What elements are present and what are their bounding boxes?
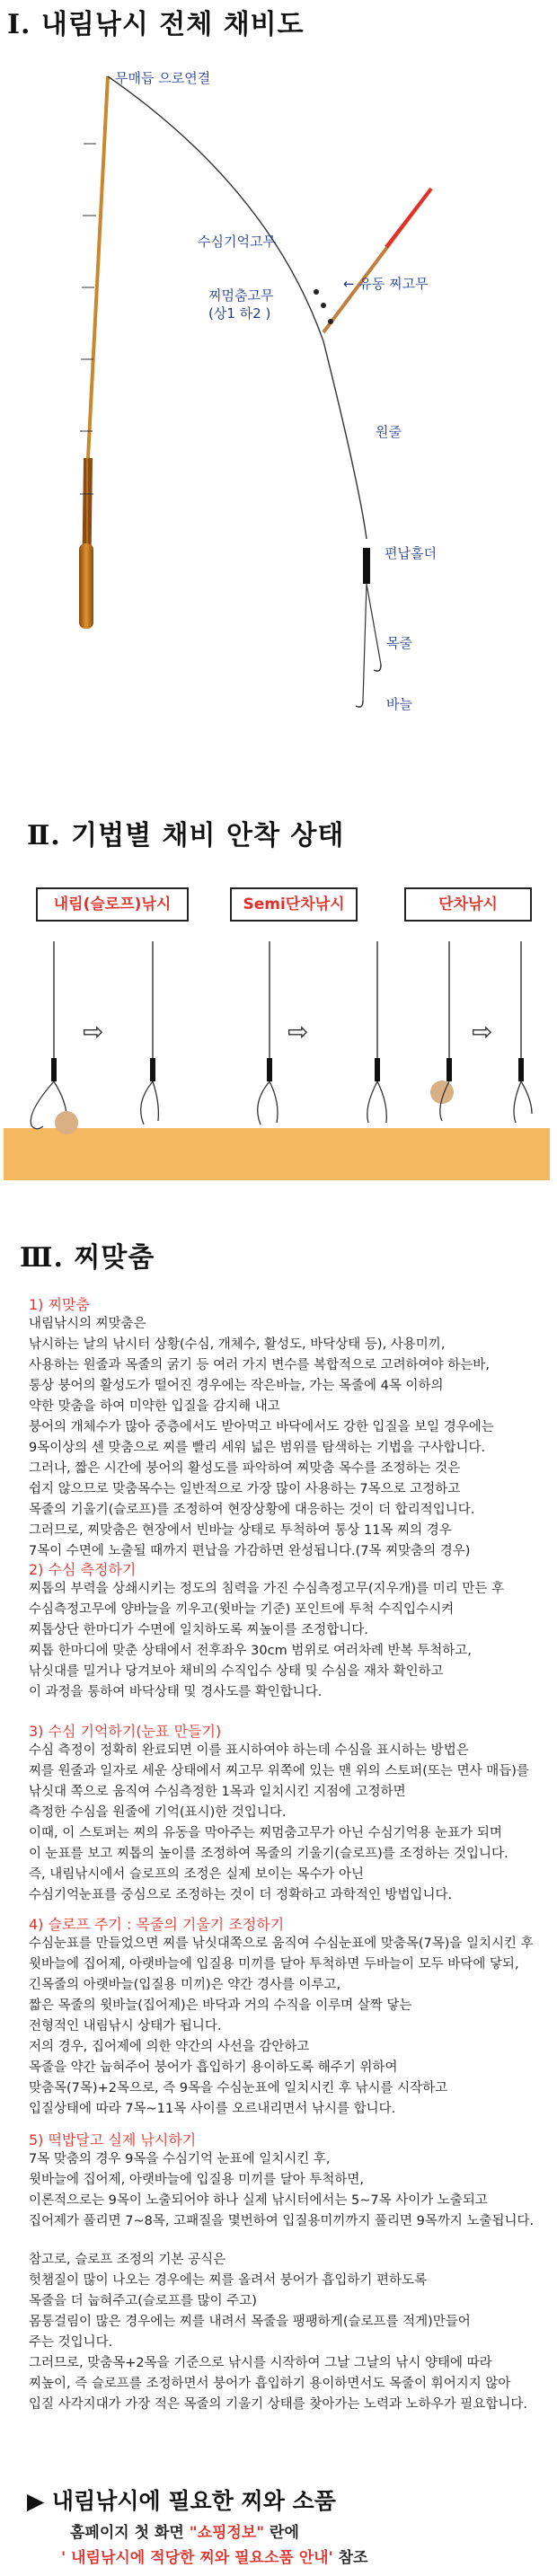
technique-label-slope: 내림(슬로프)낚시 <box>36 887 189 922</box>
footer-line-2-b: 참조 <box>332 2549 368 2567</box>
subsection-1 <box>29 1293 539 1562</box>
text-line: 찌톱 한마디에 맞춘 상태에서 전후좌우 30cm 범위로 여러차례 반복 투척하고, <box>29 1644 472 1658</box>
section3-title: Ⅲ. 찌맞춤 <box>20 1242 155 1274</box>
text-line: 찌높이, 즉 슬로프를 조정하면서 붕어가 흡입하기 용이하면서도 목줄이 휘어지지 않아 <box>29 2377 511 2391</box>
label-hook: 바늘 <box>386 696 412 712</box>
label-float-rubber-sub: (상1 하2 ) <box>208 305 271 322</box>
text-line: 찌톱의 부력을 상쇄시키는 정도의 침력을 가진 수심측정고무(지우개)를 미리 만든 후 <box>29 1582 505 1596</box>
technique-label-semi: Semi단차낚시 <box>230 887 358 922</box>
svg-text:⇨: ⇨ <box>472 1017 493 1046</box>
text-line: 낚싯대를 밀거나 당겨보아 채비의 수직입수 상태 및 수심을 재차 확인하고 <box>29 1664 444 1679</box>
text-line: 이 과정을 통하여 바닥상태 및 경사도를 확인합니다. <box>29 1685 323 1699</box>
footer-line-1 <box>70 2519 299 2542</box>
subsection-4 <box>29 1913 539 2120</box>
text-line: 윗바늘에 집어제, 아랫바늘에 입질용 미끼를 달아 투척하면 두바늘이 모두 바닥에 닿되, <box>29 1957 519 1972</box>
footer-line-1-c: 란에 <box>264 2524 299 2542</box>
hook-upper <box>374 665 381 671</box>
text-line: 붕어의 개체수가 많아 중층에서도 받아먹고 바닥에서도 강한 입질을 보일 경우에는 <box>29 1420 494 1434</box>
subsection-6-text <box>29 2250 539 2415</box>
text-line: 통상 붕어의 활성도가 떨어진 경우에는 작은바늘, 가는 목줄에 4목 이하의 <box>29 1379 444 1393</box>
subsection-2-heading: 2) 수심 측정하기 <box>29 1561 137 1578</box>
technique-label-step: 단차낚시 <box>404 887 532 922</box>
text-line: 짧은 목줄의 윗바늘(집어제)은 바닥과 거의 수직을 이루며 살짝 닿는 <box>29 1998 412 2013</box>
text-line: 즉, 내림낚시에서 슬로프의 조정은 실제 보이는 목수가 아닌 <box>29 1867 365 1882</box>
text-line: 헛챔질이 많이 나오는 경우에는 찌를 올려서 붕어가 흡입하기 편하도록 <box>29 2273 428 2288</box>
text-line: 저의 경우, 집어제에 의한 약간의 사선을 감안하고 <box>29 2040 310 2054</box>
hook-lower <box>356 701 363 707</box>
text-line: 입질 사각지대가 가장 적은 목줄의 기울기 상태를 찾아가는 노력과 노하우가 필요합니다. <box>29 2397 527 2412</box>
text-line: 긴목줄의 아랫바늘(입질용 미끼)은 약간 경사를 이루고, <box>29 1978 341 1992</box>
label-sinker: 편납홀더 <box>385 545 437 561</box>
subsection-4-heading: 4) 슬로프 주기 : 목줄의 기울기 조정하기 <box>29 1916 285 1933</box>
subsection-3 <box>29 1720 539 1906</box>
text-line: 측정한 수심을 원줄에 기억(표시)한 것입니다. <box>29 1805 287 1820</box>
text-line: 목줄을 더 눕혀주고(슬로프를 많이 주고) <box>29 2294 257 2308</box>
subsection-6 <box>29 2250 539 2415</box>
label-bobber-tube: 수심기억고무 <box>198 234 276 250</box>
text-line: 수심측정고무에 양바늘을 끼우고(윗바늘 기준) 포인트에 투척 수직입수시켜 <box>29 1602 455 1617</box>
text-line: 이때, 이 스토퍼는 찌의 유동을 막아주는 찌멈춤고무가 아닌 수심기억용 눈표가 되며 <box>29 1826 502 1840</box>
text-line: 찌를 원줄과 일자로 세운 상태에서 찌고무 위쪽에 있는 맨 위의 스토퍼(또는 면사 매듭)를 <box>29 1764 529 1778</box>
text-line: 그러므로, 맞춤목+2목을 기준으로 낚시를 시작하여 그날 그날의 낚시 양태에 따라 <box>29 2356 492 2370</box>
section1-title: Ⅰ. 내림낚시 전체 채비도 <box>7 9 305 40</box>
subsection-3-heading: 3) 수심 기억하기(눈표 만들기) <box>29 1723 222 1740</box>
text-line: 수심 측정이 정확히 완료되면 이를 표시하여야 하는데 수심을 표시하는 방법은 <box>29 1743 469 1758</box>
subsection-4-text <box>29 1934 539 2120</box>
text-line: 그러나, 짧은 시간에 붕어의 활성도를 파악하여 찌맞춤 목수를 조정하는 것은 <box>29 1461 461 1476</box>
text-line: 몸통걸림이 많은 경우에는 찌를 내려서 목줄을 팽팽하게(슬로프를 적게)만들어 <box>29 2315 471 2329</box>
rig-settling-diagram <box>0 923 557 1193</box>
subsection-1-text <box>29 1314 539 1562</box>
text-line: 이론적으로는 9목이 노출되어야 하나 실제 낚시터에서는 5~7목 사이가 노출되고 <box>29 2193 488 2208</box>
text-line: 수심눈표를 만들었으면 찌를 낚싯대쪽으로 움직여 수심눈표에 맞춤목(7목)을 일치시킨 후 <box>29 1936 534 1951</box>
label-leader: 목줄 <box>386 635 412 651</box>
text-line: 쉽지 않으므로 맞춤목수는 일반적으로 가장 많이 사용하는 7목으로 고정하고 <box>29 1482 461 1496</box>
text-line: 낚싯대 쪽으로 움직여 수심측정한 1목과 일치시킨 지점에 고정하면 <box>29 1785 406 1799</box>
section2-title: Ⅱ. 기법별 채비 안착 상태 <box>27 820 345 851</box>
text-line: 전형적인 내림낚시 상태가 됩니다. <box>29 2019 222 2033</box>
text-line: 찌톱상단 한마디가 수면에 일치하도록 찌높이를 조정합니다. <box>29 1623 368 1637</box>
text-line: 수심기억눈표를 중심으로 조정하는 것이 더 정확하고 과학적인 방법입니다. <box>29 1888 453 1902</box>
subsection-1-heading: 1) 찌맞춤 <box>29 1296 90 1313</box>
text-line: 윗바늘에 집어제, 아랫바늘에 입질용 미끼를 달아 투척하면, <box>29 2173 365 2187</box>
subsection-2-text <box>29 1579 539 1703</box>
text-line: 7목이 수면에 노출될 때까지 편납을 가감하면 완성됩니다.(7목 찌맞춤의 경우) <box>29 1544 471 1558</box>
subsection-5-text <box>29 2149 539 2232</box>
ground-bed <box>4 1128 550 1180</box>
footer-title: ▶ 내림낚시에 필요한 찌와 소품 <box>27 2488 336 2514</box>
label-swivel: ← 유동 찌고무 <box>343 276 429 292</box>
text-line: 맞춤목(7목)+2목으로, 즉 9목을 수심눈표에 일치시킨 후 낚시를 시작하고 <box>29 2081 448 2095</box>
subsection-3-text <box>29 1741 539 1906</box>
rod-handle <box>79 543 93 629</box>
svg-text:⇨: ⇨ <box>287 1017 309 1046</box>
text-line: 7목 맞춤의 경우 9목을 수심기억 눈표에 일치시킨 후, <box>29 2152 331 2166</box>
subsection-5 <box>29 2129 539 2232</box>
subsection-5-heading: 5) 떡밥달고 실제 낚시하기 <box>29 2131 197 2148</box>
text-line: 약한 맞춤을 하여 미약한 입질을 감지해 내고 <box>29 1399 280 1414</box>
label-connect: 무매듭 으로연결 <box>115 70 211 86</box>
footer-line-1-a: 홈페이지 첫 화면 <box>70 2524 190 2542</box>
text-line: 입질상태에 따라 7목~11목 사이를 오르내리면서 낚시를 합니다. <box>29 2102 396 2116</box>
text-line: 목줄의 기울기(슬로프)를 조정하여 현장상황에 대응하는 것이 더 합리적입니다. <box>29 1503 475 1517</box>
text-line: 그러므로, 찌맞춤은 현장에서 빈바늘 상태로 투척하여 통상 11목 찌의 경우 <box>29 1523 452 1538</box>
text-line: 참고로, 슬로프 조정의 기본 공식은 <box>29 2253 226 2267</box>
text-line: 내림낚시의 찌맞춤은 <box>29 1317 146 1331</box>
text-line: 집어제가 풀리면 7~8목, 고패질을 몇번하여 입질용미끼까지 풀리면 9목까지 노출됩니다. <box>29 2214 535 2228</box>
full-rig-diagram <box>0 36 557 737</box>
text-line: 이 눈표를 보고 찌톱의 높이를 조정하여 목줄의 기울기(슬로프)를 조정하는 것입니다. <box>29 1847 508 1861</box>
text-line: 목줄을 약간 눕혀주어 붕어가 흡입하기 용이하도록 해주기 위하여 <box>29 2060 398 2075</box>
label-float-rubber: 찌멈춤고무 <box>208 287 274 304</box>
svg-text:⇨: ⇨ <box>83 1017 104 1046</box>
footer-line-2 <box>61 2545 368 2567</box>
text-line: 낚시하는 날의 낚시터 상황(수심, 개체수, 활성도, 바닥상태 등), 사용미끼, <box>29 1337 446 1352</box>
footer-line-1-b: "쇼핑정보" <box>189 2524 265 2542</box>
sinker-holder <box>363 548 370 584</box>
footer-line-2-a: ' 내림낚시에 적당한 찌와 필요소품 안내' <box>61 2549 333 2567</box>
subsection-2 <box>29 1558 539 1703</box>
text-line: 사용하는 원줄과 목줄의 굵기 등 여러 가지 변수를 복합적으로 고려하여야 하는바, <box>29 1358 490 1372</box>
label-mainline: 원줄 <box>376 424 402 440</box>
text-line: 9목이상의 센 맞춤으로 찌를 빨리 세워 넓은 범위를 탐색하는 기법을 구사합니다. <box>29 1441 486 1455</box>
text-line: 주는 것입니다. <box>29 2335 113 2350</box>
